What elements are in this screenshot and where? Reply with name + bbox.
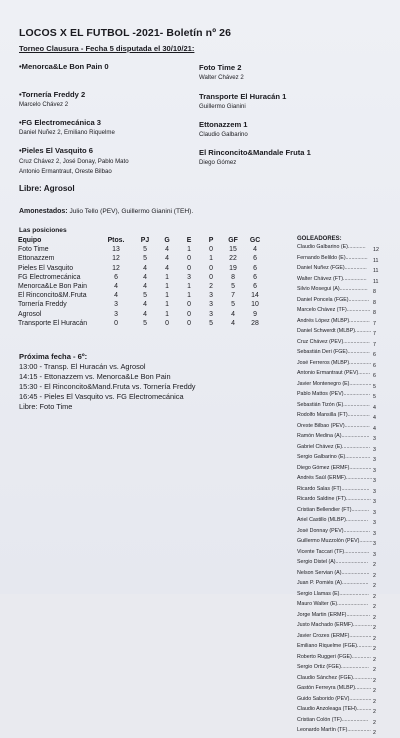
scorer-name: Vicente Taccari (TF)................. (297, 548, 370, 555)
scorer-row (297, 706, 387, 717)
fixture-line: 15:30 - El Rinconcito&Mand.Fruta vs. Tornería Freddy (19, 382, 196, 391)
team-cell: Foto Time (18, 246, 49, 254)
scorer-goals: 6 (373, 373, 376, 380)
scorer-row (297, 318, 387, 329)
scorer-row (297, 360, 387, 371)
bye-team: Libre: Agrosol (19, 184, 75, 193)
scorer-name: Ricardo Salas (FT)................... (297, 485, 370, 492)
drawn-cell: 0 (187, 301, 191, 309)
scorer-row (297, 538, 387, 549)
points-cell: 3 (114, 310, 118, 318)
scorer-row (297, 664, 387, 675)
scorer-name: Diego Gómez (ERMF)............... (297, 464, 372, 471)
goals-for-cell: 15 (229, 246, 237, 254)
standings-row (18, 319, 266, 328)
scorer-name: Claudio Galbarino (E)............ (297, 244, 366, 250)
scorer-name: Sergio Ortiz (FGE)................... (297, 664, 369, 670)
drawn-cell: 1 (187, 292, 191, 300)
scorer-goals: 4 (373, 404, 376, 411)
goals-against-cell: 6 (253, 283, 257, 291)
played-cell: 5 (143, 319, 147, 327)
col-header-won: G (164, 237, 170, 244)
scorer-row (297, 454, 387, 465)
scorer-name: Juan P. Pomiés (A).................. (297, 580, 369, 586)
scorer-name: Antonio Ermantraut (PEV)........ (297, 370, 371, 376)
lost-cell: 0 (209, 264, 213, 272)
lost-cell: 3 (209, 310, 213, 318)
round-subtitle: Torneo Clausura - Fecha 5 disputada el 30/10/21: (19, 44, 195, 53)
team-cell: Menorca&Le Bon Pain (18, 283, 87, 291)
scorer-goals: 2 (373, 719, 376, 726)
standings-row (18, 254, 266, 263)
points-cell: 4 (114, 283, 118, 291)
scorer-name: Walter Chávez (FT)................ (297, 275, 367, 282)
standings-title: Las posiciones (19, 227, 67, 234)
team-cell: Tornería Freddy (18, 301, 67, 309)
scorer-goals: 2 (373, 688, 376, 695)
goals-for-cell: 5 (231, 283, 235, 291)
goals-against-cell: 10 (251, 301, 259, 309)
col-header-drawn: E (186, 237, 192, 244)
col-header-points: Ptos. (107, 237, 125, 244)
match-away-scorers: Guillermo Gianini (199, 103, 246, 110)
team-cell: Pieles El Vasquito (18, 264, 74, 272)
scorer-name: Gabriel Chávez (E)................... (297, 443, 371, 450)
standings-row (18, 291, 266, 300)
scorer-goals: 11 (373, 257, 379, 264)
scorer-name: Andrés Saúl (ERMF).................. (297, 475, 373, 481)
scorer-goals: 5 (373, 394, 376, 401)
match-home-team: •FG Electromecánica 3 (19, 118, 102, 127)
match-away-team: Transporte El Huracán 1 (199, 92, 287, 101)
scorer-row (297, 612, 387, 623)
points-cell: 12 (112, 255, 120, 263)
scorer-row (297, 486, 387, 497)
scorer-goals: 3 (373, 520, 376, 527)
scorer-row (297, 391, 387, 402)
goals-against-cell: 9 (253, 310, 257, 318)
scorer-row (297, 475, 387, 486)
scorer-goals: 3 (373, 530, 376, 537)
scorer-row (297, 297, 387, 308)
won-cell: 1 (165, 310, 169, 318)
scorer-row (297, 402, 387, 413)
scorer-name: Ramón Medina (A)................... (297, 433, 370, 439)
fixture-line: Libre: Foto Time (19, 402, 73, 411)
lost-cell: 0 (209, 273, 213, 281)
scorer-goals: 2 (373, 593, 376, 600)
scorer-row (297, 328, 387, 339)
goals-for-cell: 4 (231, 319, 235, 327)
scorer-name: Pablo Mattos (PEV).................. (297, 391, 371, 397)
scorer-goals: 3 (373, 488, 376, 495)
standings-row (18, 300, 266, 309)
won-cell: 1 (165, 283, 169, 291)
match-home-team: •Menorca&Le Bon Pain 0 (19, 62, 109, 71)
scorer-row (297, 381, 387, 392)
drawn-cell: 0 (187, 310, 191, 318)
scorer-row (297, 559, 387, 570)
scorer-name: Sergio Distel (A)...................... (297, 559, 368, 565)
scorer-name: Cristian Colón (TF).................. (297, 716, 369, 723)
standings-row (18, 310, 266, 319)
scorer-row (297, 276, 387, 287)
scorer-row (297, 307, 387, 318)
team-cell: Transporte El Huracán (18, 319, 88, 327)
team-cell: Ettonazzem (18, 255, 55, 263)
scorer-goals: 2 (373, 677, 376, 684)
scorer-row (297, 507, 387, 518)
scorer-goals: 11 (373, 268, 379, 275)
scorer-name: Mauro Walter (E)..................... (297, 601, 369, 607)
match-home-scorers: Cruz Chávez 2, José Donay, Pablo Mato (19, 158, 129, 165)
scorer-goals: 5 (373, 383, 376, 390)
won-cell: 1 (165, 292, 169, 300)
scorer-goals: 3 (373, 499, 376, 506)
scorer-name: Sergio Galbarino (E)................. (297, 454, 371, 460)
scorer-name: Claudio Anzoleaga (TEH).......... (297, 706, 372, 712)
scorer-row (297, 370, 387, 381)
points-cell: 0 (114, 319, 118, 327)
scorer-row (297, 412, 387, 423)
won-cell: 1 (165, 273, 169, 281)
goals-for-cell: 5 (231, 301, 235, 309)
scorer-row (297, 423, 387, 434)
scorer-goals: 4 (373, 415, 376, 422)
scorer-goals: 2 (373, 667, 376, 674)
match-away-scorers: Walter Chávez 2 (199, 74, 244, 81)
lost-cell: 1 (209, 255, 213, 263)
points-cell: 13 (112, 246, 120, 254)
scorer-goals: 2 (373, 656, 376, 663)
scorer-name: Jorge Martin (ERMF)................ (297, 611, 370, 618)
fixture-line: 13:00 - Transp. El Huracán vs. Agrosol (19, 362, 146, 371)
scorer-goals: 7 (373, 320, 376, 327)
played-cell: 4 (143, 301, 147, 309)
scorer-goals: 3 (373, 509, 376, 516)
scorer-goals: 2 (373, 635, 376, 642)
scorer-name: José Donnay (PEV).................. (297, 527, 371, 534)
played-cell: 5 (143, 292, 147, 300)
scorer-row (297, 570, 387, 581)
scorer-row (297, 717, 387, 728)
scorer-goals: 6 (373, 362, 376, 369)
cautions-line (19, 208, 193, 215)
standings-table (18, 236, 266, 328)
goals-against-cell: 6 (253, 273, 257, 281)
goals-for-cell: 8 (231, 273, 235, 281)
scorer-name: Oreste Bilbao (PEV)................. (297, 422, 370, 429)
drawn-cell: 3 (187, 273, 191, 281)
scorer-goals: 2 (373, 572, 376, 579)
match-away-team: El Rinconcito&Mandale Fruta 1 (199, 148, 311, 157)
scorer-name: Fernando Belildo (E)............... (297, 254, 368, 261)
scorer-row (297, 549, 387, 560)
standings-row (18, 264, 266, 273)
scorer-name: Marcelo Chávez (TF)................ (297, 307, 371, 313)
scorer-row (297, 528, 387, 539)
scorer-name: Daniel Nuñez (FGE)............... (297, 265, 367, 271)
cautions-text: Julio Tello (PEV), Guillermo Gianini (TEH). (69, 208, 194, 215)
scorer-row (297, 244, 387, 255)
match-away-team: Ettonazzem 1 (199, 120, 248, 129)
points-cell: 4 (114, 292, 118, 300)
scorer-row (297, 517, 387, 528)
scorer-goals: 12 (373, 247, 379, 254)
scorer-row (297, 622, 387, 633)
lost-cell: 0 (209, 246, 213, 254)
scorer-name: Sebastián Deri (FGE)............... (297, 349, 370, 355)
scorer-goals: 2 (373, 646, 376, 653)
match-home-scorers: Marcelo Chávez 2 (19, 101, 69, 108)
scorer-name: Cruz Chávez (PEV).................. (297, 338, 370, 345)
scorer-name: Andrés López (MLBP).............. (297, 317, 370, 324)
scorer-goals: 6 (373, 352, 376, 359)
scorer-name: Silvio Mosegui (A)................... (297, 286, 368, 292)
scorer-row (297, 601, 387, 612)
goals-against-cell: 4 (253, 246, 257, 254)
lost-cell: 5 (209, 319, 213, 327)
won-cell: 0 (165, 319, 169, 327)
goals-for-cell: 4 (231, 310, 235, 318)
scorer-row (297, 444, 387, 455)
played-cell: 4 (143, 264, 147, 272)
standings-row (18, 245, 266, 254)
standings-row (18, 282, 266, 291)
scorer-row (297, 255, 387, 266)
scorer-name: Sebastián Tizón (E).................. (297, 401, 370, 408)
scorer-name: Emiliano Riquelme (FGE).......... (297, 643, 372, 649)
scorer-goals: 2 (373, 614, 376, 621)
next-round-title: Próxima fecha - 6º: (19, 352, 88, 361)
match-away-team: Foto Time 2 (199, 63, 242, 72)
fixture-line: 14:15 - Ettonazzem vs. Menorca&Le Bon Pain (19, 372, 171, 381)
match-home-team: •Tornería Freddy 2 (19, 90, 86, 99)
scorer-row (297, 349, 387, 360)
scorer-row (297, 339, 387, 350)
drawn-cell: 1 (187, 246, 191, 254)
points-cell: 12 (112, 264, 120, 272)
scorer-row (297, 286, 387, 297)
scorer-row (297, 465, 387, 476)
goals-against-cell: 6 (253, 264, 257, 272)
scorer-name: José Ferreros (MLBP)............... (297, 359, 372, 366)
won-cell: 4 (165, 246, 169, 254)
scorer-name: Roberto Ruggeri (FGE)............. (297, 653, 371, 660)
col-header-goals-against: GC (249, 237, 261, 244)
played-cell: 4 (143, 283, 147, 291)
drawn-cell: 1 (187, 283, 191, 291)
scorer-goals: 2 (373, 604, 376, 611)
drawn-cell: 0 (187, 264, 191, 272)
scorer-goals: 11 (373, 278, 379, 285)
scorer-name: Rodolfo Mansilla (FT)............... (297, 412, 370, 418)
scorer-row (297, 696, 387, 707)
scorer-goals: 3 (373, 478, 376, 485)
goals-for-cell: 22 (229, 255, 237, 263)
scorer-goals: 3 (373, 457, 376, 464)
standings-row (18, 273, 266, 282)
scorer-name: Daniel Schwerdt (MLBP)........... (297, 328, 372, 334)
played-cell: 4 (143, 310, 147, 318)
match-home-scorers: Daniel Nuñez 2, Emiliano Riquelme (19, 129, 115, 136)
scorer-goals: 3 (373, 541, 376, 548)
scorer-row (297, 643, 387, 654)
points-cell: 3 (114, 301, 118, 309)
lost-cell: 3 (209, 292, 213, 300)
col-header-goals-for: GF (228, 237, 238, 244)
scorer-name: Justo Machado (ERMF)............. (297, 622, 373, 628)
scorer-goals: 2 (373, 698, 376, 705)
won-cell: 4 (165, 255, 169, 263)
scorer-row (297, 675, 387, 686)
scorer-name: Gastón Ferreyra (MLBP)........... (297, 685, 372, 691)
match-home-team: •Pieles El Vasquito 6 (19, 146, 93, 155)
goals-for-cell: 7 (231, 292, 235, 300)
drawn-cell: 0 (187, 319, 191, 327)
scorer-goals: 3 (373, 436, 376, 443)
scorer-row (297, 433, 387, 444)
goals-for-cell: 19 (229, 264, 237, 272)
scorer-row (297, 685, 387, 696)
scorer-row (297, 580, 387, 591)
played-cell: 4 (143, 273, 147, 281)
match-home-scorers: Antonio Ermantraut, Oreste Bilbao (19, 168, 112, 175)
col-header-played: PJ (140, 237, 150, 244)
team-cell: Agrosol (18, 310, 42, 318)
scorer-goals: 2 (373, 730, 376, 737)
won-cell: 4 (165, 264, 169, 272)
scorer-name: Guillermo Muzzolón (PEV)......... (297, 538, 373, 544)
match-away-scorers: Claudio Galbarino (199, 131, 248, 138)
scorer-goals: 4 (373, 425, 376, 432)
played-cell: 5 (143, 246, 147, 254)
scorer-goals: 3 (373, 446, 376, 453)
cautions-label: Amonestados: (19, 208, 68, 215)
scorer-goals: 7 (373, 331, 376, 338)
scorer-row (297, 633, 387, 644)
goals-against-cell: 6 (253, 255, 257, 263)
scorer-goals: 2 (373, 709, 376, 716)
scorer-name: Sergio Llamas (E).................... (297, 590, 369, 597)
goals-against-cell: 28 (251, 319, 259, 327)
scorer-row (297, 265, 387, 276)
col-header-team: Equipo (18, 237, 42, 244)
scorer-row (297, 727, 387, 738)
scorer-goals: 8 (373, 310, 376, 317)
lost-cell: 3 (209, 301, 213, 309)
col-header-lost: P (208, 237, 214, 244)
scorer-name: Leonardo Martín (TF)................ (297, 727, 371, 733)
standings-body (18, 245, 266, 328)
won-cell: 1 (165, 301, 169, 309)
scorer-goals: 7 (373, 341, 376, 348)
scorer-name: Daniel Poncela (FGE).............. (297, 296, 370, 303)
scorer-row (297, 591, 387, 602)
played-cell: 5 (143, 255, 147, 263)
scorer-row (297, 496, 387, 507)
scorer-goals: 3 (373, 467, 376, 474)
fixture-line: 16:45 - Pieles El Vasquito vs. FG Electromecánica (19, 392, 184, 401)
scorer-name: Ariel Castillo (MLBP)............... (297, 517, 368, 523)
lost-cell: 2 (209, 283, 213, 291)
scorer-goals: 3 (373, 551, 376, 558)
bulletin-title: LOCOS X EL FUTBOL -2021- Boletín nº 26 (19, 27, 232, 39)
scorer-goals: 2 (373, 583, 376, 590)
team-cell: FG Electromecánica (18, 273, 81, 281)
standings-header-row (18, 236, 266, 245)
match-away-scorers: Diego Gómez (199, 159, 237, 166)
scorer-goals: 2 (373, 625, 376, 632)
scorer-goals: 2 (373, 562, 376, 569)
scorer-goals: 8 (373, 299, 376, 306)
scorer-name: Nelson Servian (A)................... (297, 569, 370, 576)
scorers-list (297, 244, 387, 738)
scorer-name: Javier Montenegro (E)............... (297, 380, 372, 387)
scorers-title: GOLEADORES: (297, 236, 342, 242)
scorer-name: Claudio Sánchez (FGE)............. (297, 674, 373, 681)
goals-against-cell: 14 (251, 292, 259, 300)
drawn-cell: 0 (187, 255, 191, 263)
scorer-goals: 8 (373, 289, 376, 296)
scorer-name: Cristian Bellendier (FT)............ (297, 506, 370, 513)
points-cell: 6 (114, 273, 118, 281)
team-cell: El Rinconcito&M.Fruta (18, 292, 87, 300)
scorer-name: Javier Crozes (ERMF)............... (297, 632, 372, 639)
scorer-row (297, 654, 387, 665)
scorer-name: Ricardo Saldine (FT)................. (297, 496, 371, 502)
scorer-name: Guido Saborido (PEV)............... (297, 695, 372, 702)
